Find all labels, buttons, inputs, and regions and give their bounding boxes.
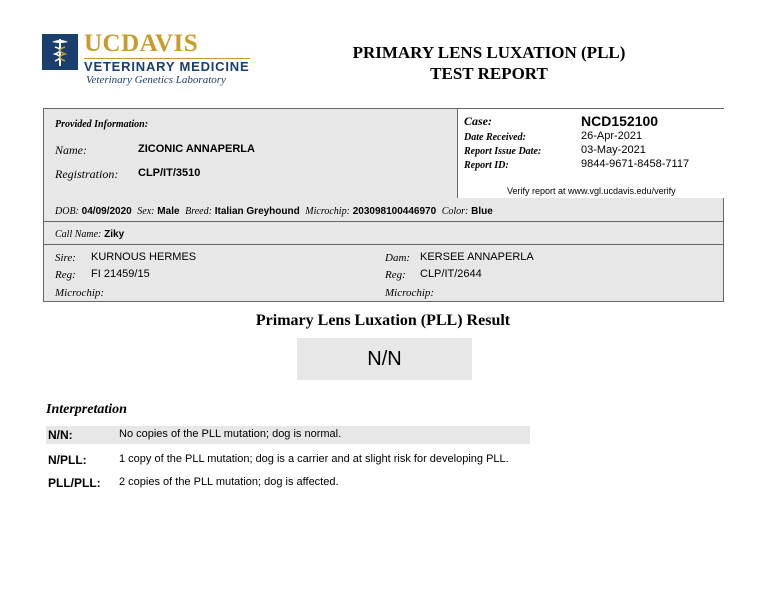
genotype-description: 1 copy of the PLL mutation; dog is a carrier and at slight risk for developing PLL. (119, 453, 509, 465)
genotype-code: N/PLL: (48, 453, 87, 467)
color-label: Color: (441, 206, 469, 217)
interpretation-row (46, 426, 530, 444)
report-title-line1: PRIMARY LENS LUXATION (PLL) (352, 43, 626, 62)
genotype-code: PLL/PLL: (48, 476, 101, 490)
call-name (55, 228, 124, 241)
report-id-label: Report ID: (464, 160, 509, 171)
sire-reg: FI 21459/15 (91, 268, 150, 280)
interpretation-heading: Interpretation (46, 402, 127, 417)
call-name-label: Call Name: (55, 229, 102, 240)
interpretation-row (46, 474, 530, 492)
dam-label: Dam: (385, 252, 411, 264)
dam-reg: CLP/IT/2644 (420, 268, 482, 280)
case-number: NCD152100 (581, 113, 659, 129)
name-label: Name: (55, 143, 87, 157)
breed-value: Italian Greyhound (214, 206, 300, 217)
dam-reg-label: Reg: (385, 269, 406, 281)
dob-label: DOB: (55, 206, 79, 217)
dob-value: 04/09/2020 (81, 206, 132, 217)
date-received-label: Date Received: (464, 132, 526, 143)
dam-microchip-label: Microchip: (385, 287, 435, 299)
date-received: 26-Apr-2021 (581, 130, 643, 142)
dog-name: ZICONIC ANNAPERLA (138, 143, 255, 155)
dam-name: KERSEE ANNAPERLA (420, 251, 534, 263)
sire-label: Sire: (55, 252, 76, 264)
sire-name: KURNOUS HERMES (91, 251, 197, 263)
sire-reg-label: Reg: (55, 269, 76, 281)
genotype-description: 2 copies of the PLL mutation; dog is affected. (119, 476, 339, 488)
case-label: Case: (464, 114, 492, 128)
report-id: 9844-9671-8458-7117 (581, 158, 690, 170)
provided-heading: Provided Information: (55, 119, 149, 130)
microchip-value: 203098100446970 (352, 206, 437, 217)
sex-label: Sex: (137, 206, 155, 217)
school-name: VETERINARY MEDICINE (84, 59, 250, 74)
dog-details (55, 205, 493, 218)
result-value: N/N (297, 338, 472, 380)
result-heading: Primary Lens Luxation (PLL) Result (255, 312, 511, 329)
microchip-label: Microchip: (305, 206, 350, 217)
genotype-code: N/N: (48, 428, 73, 442)
issue-date: 03-May-2021 (581, 144, 646, 156)
color-value: Blue (471, 206, 493, 217)
verify-link[interactable]: Verify report at www.vgl.ucdavis.edu/verify (507, 186, 676, 196)
interpretation-row (46, 451, 530, 469)
genotype-description: No copies of the PLL mutation; dog is normal. (119, 428, 342, 440)
lab-name: Veterinary Genetics Laboratory (86, 74, 226, 86)
caduceus-shield-icon (42, 34, 78, 70)
registration-label: Registration: (55, 167, 119, 181)
sex-value: Male (157, 206, 180, 217)
registration-value: CLP/IT/3510 (138, 167, 201, 179)
issue-date-label: Report Issue Date: (464, 146, 542, 157)
breed-label: Breed: (185, 206, 212, 217)
ucdavis-wordmark: UCDAVIS (84, 30, 199, 57)
sire-microchip-label: Microchip: (55, 287, 105, 299)
call-name-row (43, 222, 724, 245)
report-title-line2: TEST REPORT (430, 64, 548, 83)
call-name-value: Ziky (104, 229, 125, 240)
